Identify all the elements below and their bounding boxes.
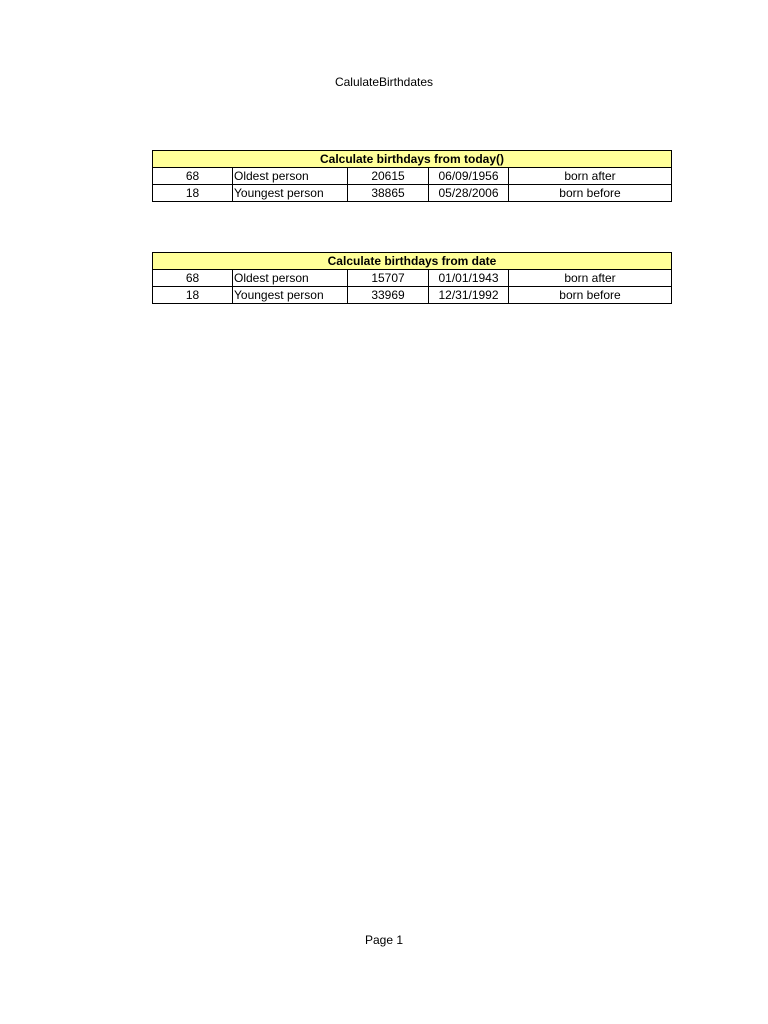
table-title: Calculate birthdays from today() bbox=[153, 151, 672, 168]
date-cell: 01/01/1943 bbox=[429, 270, 509, 287]
age-cell: 68 bbox=[153, 168, 233, 185]
age-cell: 18 bbox=[153, 287, 233, 304]
serial-cell: 38865 bbox=[348, 185, 429, 202]
serial-cell: 20615 bbox=[348, 168, 429, 185]
note-cell: born before bbox=[509, 287, 672, 304]
table-row bbox=[153, 287, 672, 304]
note-cell: born before bbox=[509, 185, 672, 202]
table-row bbox=[153, 168, 672, 185]
label-cell: Oldest person bbox=[233, 270, 348, 287]
label-cell: Oldest person bbox=[233, 168, 348, 185]
serial-cell: 33969 bbox=[348, 287, 429, 304]
table-title-row bbox=[153, 253, 672, 270]
table-row bbox=[153, 185, 672, 202]
table-row bbox=[153, 270, 672, 287]
page-header-title: CalulateBirthdates bbox=[334, 75, 434, 89]
birthdays-from-today-table bbox=[152, 150, 672, 202]
date-cell: 05/28/2006 bbox=[429, 185, 509, 202]
table-title: Calculate birthdays from date bbox=[153, 253, 672, 270]
date-cell: 12/31/1992 bbox=[429, 287, 509, 304]
note-cell: born after bbox=[509, 168, 672, 185]
note-cell: born after bbox=[509, 270, 672, 287]
date-cell: 06/09/1956 bbox=[429, 168, 509, 185]
label-cell: Youngest person bbox=[233, 185, 348, 202]
age-cell: 18 bbox=[153, 185, 233, 202]
age-cell: 68 bbox=[153, 270, 233, 287]
birthdays-from-date-table bbox=[152, 252, 672, 304]
serial-cell: 15707 bbox=[348, 270, 429, 287]
label-cell: Youngest person bbox=[233, 287, 348, 304]
page-number: Page 1 bbox=[364, 933, 404, 947]
table-title-row bbox=[153, 151, 672, 168]
